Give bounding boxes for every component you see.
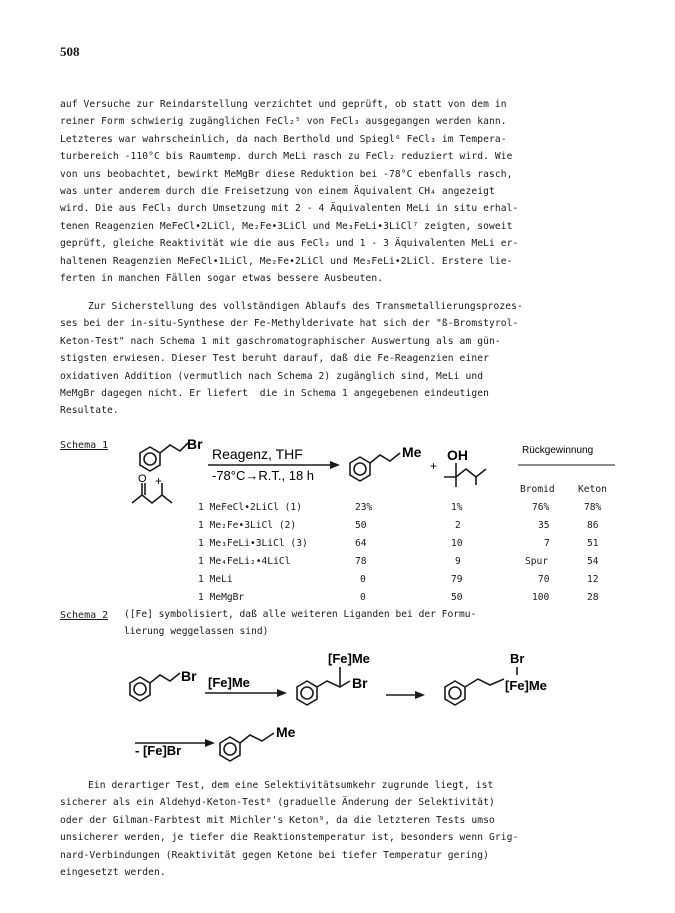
hydroxyl-label: OH xyxy=(447,447,468,463)
bromine-label-top: Br xyxy=(510,651,525,666)
cell-keton: 12 xyxy=(587,574,599,585)
paragraph-3 xyxy=(60,777,620,881)
cell-bromid: 7 xyxy=(544,538,550,549)
bromostyrene-structure xyxy=(130,673,180,701)
text-line: Zur Sicherstellung des vollständigen Ablaufs des Transmetallierungsprozes- xyxy=(88,301,523,312)
text-line: geprüft, gleiche Reaktivität wie die aus FeCl₂ und 1 - 3 Äquivalenten MeLi er- xyxy=(60,238,519,250)
text-line: was unter anderem durch die Freisetzung von einem Äquivalent CH₄ angezeigt xyxy=(60,185,495,197)
cell-product-1: 64 xyxy=(355,538,367,549)
cell-bromid: 70 xyxy=(538,574,550,585)
oxygen-label: O xyxy=(138,473,147,485)
col-header-bromid: Bromid xyxy=(520,484,555,495)
cell-keton: 28 xyxy=(587,592,599,603)
text-line: unsicherer werden, je tiefer die Reaktionstemperatur ist, besonders wenn Grig- xyxy=(60,832,519,844)
text-line: Keton-Test" nach Schema 1 mit gaschromatographischer Auswertung als am gün- xyxy=(60,335,501,347)
text-line: haltenen Reagenzien MeFeCl•1LiCl, Me₂Fe•2LiCl und Me₃FeLi•2LiCl. Erstere lie- xyxy=(60,255,513,267)
text-line: stigsten erwiesen. Dieser Test beruht darauf, daß die Fe-Reagenzien einer xyxy=(60,353,489,365)
cell-reagent: 1 Me₄FeLi₂•4LiCl xyxy=(198,556,291,567)
cell-product-1: 0 xyxy=(360,592,366,603)
methyl-label: Me xyxy=(276,724,296,740)
methylstyrene-product-structure xyxy=(220,733,274,761)
cell-product-1: 0 xyxy=(360,574,366,585)
col-header-keton: Keton xyxy=(578,484,607,495)
iron-methyl-label-top: [Fe]Me xyxy=(328,651,370,666)
cell-product-2: 10 xyxy=(451,538,463,549)
text-line: oxidativen Addition (vermutlich nach Schema 2) zugänglich sind, MeLi und xyxy=(60,370,484,382)
schema-2-label: Schema 2 xyxy=(60,610,109,621)
cell-product-2: 1% xyxy=(451,502,463,513)
bromine-label: Br xyxy=(187,436,203,452)
table-row xyxy=(0,556,675,574)
paragraph-2 xyxy=(60,298,620,420)
page-number: 508 xyxy=(60,44,80,59)
text-line: MeMgBr dagegen nicht. Er liefert die in Schema 1 angegebenen eindeutigen xyxy=(60,387,489,399)
cell-keton: 54 xyxy=(587,556,599,567)
cell-product-2: 79 xyxy=(451,574,463,585)
text-line: Resultate. xyxy=(60,405,119,417)
methylstyrene-structure xyxy=(350,453,400,481)
cell-reagent: 1 Me₃FeLi•3LiCl (3) xyxy=(198,538,308,549)
reagent-condition-bottom: -78°C→R.T., 18 h xyxy=(212,468,315,483)
table-row xyxy=(0,538,675,556)
cell-reagent: 1 Me₂Fe•3LiCl (2) xyxy=(198,520,297,531)
arrow-reagent-label: [Fe]Me xyxy=(208,675,250,690)
methyl-label: Me xyxy=(402,444,422,460)
table-header-row xyxy=(0,484,675,502)
iron-methyl-label-right: [Fe]Me xyxy=(505,678,547,693)
text-line: nard-Verbindungen (Reaktivität gegen Ketone bei tiefer Temperatur gering) xyxy=(60,849,489,861)
table-row xyxy=(0,574,675,592)
plus-sign-2: + xyxy=(430,459,438,473)
cell-bromid: Spur xyxy=(525,556,549,567)
schema-1-label: Schema 1 xyxy=(60,440,109,451)
text-line: ses bei der in-situ-Synthese der Fe-Methylderivate hat sich der "ß-Bromstyrol- xyxy=(60,318,519,330)
text-line: sicherer als ein Aldehyd-Keton-Test⁸ (graduelle Änderung der Selektivität) xyxy=(60,797,495,809)
text-line: reiner Form schwierig zugänglichen FeCl₂⁵ von FeCl₃ ausgegangen werden kann. xyxy=(60,116,507,128)
text-line: ferten in manchen Fällen sogar etwas bessere Ausbeuten. xyxy=(60,272,384,284)
text-line: Letzteres war wahrscheinlich, da nach Berthold und Spiegl⁶ FeCl₃ im Tempera- xyxy=(60,133,507,145)
text-line: turbereich -110°C bis Raumtemp. durch MeLi rasch zu FeCl₂ reduziert wird. Wie xyxy=(60,151,513,163)
table-row xyxy=(0,520,675,538)
cell-product-1: 23% xyxy=(355,502,373,513)
cell-bromid: 76% xyxy=(532,502,550,513)
cell-reagent: 1 MeMgBr xyxy=(198,592,245,603)
cell-bromid: 100 xyxy=(532,592,550,603)
table-row xyxy=(0,502,675,520)
bromostyrene-structure xyxy=(140,443,188,471)
reagent-condition-top: Reagenz, THF xyxy=(212,446,303,462)
cell-product-2: 2 xyxy=(455,520,461,531)
cell-bromid: 35 xyxy=(538,520,550,531)
schema-2-caption-line-1: ([Fe] symbolisiert, daß alle weiteren Liganden bei der Formu- xyxy=(124,609,477,620)
cell-product-1: 50 xyxy=(355,520,367,531)
cell-keton: 78% xyxy=(584,502,602,513)
cell-product-1: 78 xyxy=(355,556,367,567)
text-line: von uns beobachtet, bewirkt MeMgBr diese Reduktion bei -78°C ebenfalls rasch, xyxy=(60,168,513,180)
text-line: auf Versuche zur Reindarstellung verzichtet und geprüft, ob statt von dem in xyxy=(60,99,507,110)
plus-sign: + xyxy=(155,474,163,488)
bromine-label-2: Br xyxy=(352,675,368,691)
cell-keton: 51 xyxy=(587,538,599,549)
adduct-structure xyxy=(297,667,350,705)
cell-keton: 86 xyxy=(587,520,599,531)
text-line: oder der Gilman-Farbtest mit Michler's Keton⁹, da die letzteren Tests umso xyxy=(60,814,495,826)
cell-product-2: 50 xyxy=(451,592,463,603)
cell-reagent: 1 MeFeCl•2LiCl (1) xyxy=(198,502,302,513)
cell-reagent: 1 MeLi xyxy=(198,574,233,585)
cell-product-2: 9 xyxy=(455,556,461,567)
text-line: Ein derartiger Test, dem eine Selektivitätsumkehr zugrunde liegt, ist xyxy=(88,780,494,791)
text-line: eingesetzt werden. xyxy=(60,866,166,878)
paragraph-1 xyxy=(60,96,620,287)
text-line: tenen Reagenzien MeFeCl•2LiCl, Me₂Fe•3LiCl und Me₃FeLi•3LiCl⁷ zeigten, soweit xyxy=(60,220,513,232)
recovery-header: Rückgewinnung xyxy=(522,445,594,456)
text-line: wird. Die aus FeCl₃ durch Umsetzung mit 2 - 4 Äquivalenten MeLi in situ erhal- xyxy=(60,203,519,215)
bromine-label: Br xyxy=(181,668,197,684)
schema-2-mechanism xyxy=(0,645,675,775)
schema-2-caption-line-2: lierung weggelassen sind) xyxy=(124,626,269,637)
elimination-label: - [Fe]Br xyxy=(135,743,182,758)
